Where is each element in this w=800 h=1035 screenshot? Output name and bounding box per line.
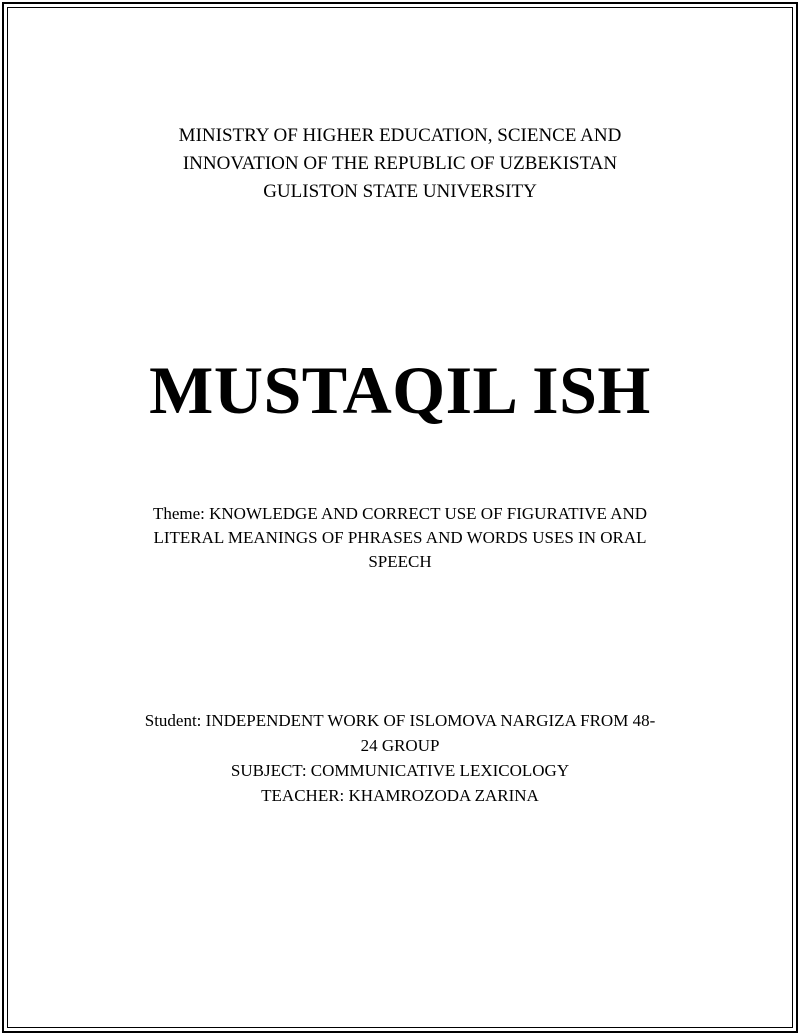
ministry-line-1: MINISTRY OF HIGHER EDUCATION, SCIENCE AND <box>178 125 622 146</box>
theme-line-3: SPEECH <box>368 552 432 571</box>
subject-line: SUBJECT: COMMUNICATIVE LEXICOLOGY <box>230 761 570 780</box>
ministry-line-2: INNOVATION OF THE REPUBLIC OF UZBEKISTAN <box>182 153 618 174</box>
teacher-line: TEACHER: KHAMROZODA ZARINA <box>261 786 539 805</box>
theme-line-1: Theme: KNOWLEDGE AND CORRECT USE OF FIGURATIVE AND <box>152 504 648 523</box>
student-info-block <box>0 708 800 808</box>
theme-line-2: LITERAL MEANINGS OF PHRASES AND WORDS USES IN ORAL <box>153 528 647 547</box>
institution-header <box>0 122 800 206</box>
student-line-1: Student: INDEPENDENT WORK OF ISLOMOVA NARGIZA FROM 48- <box>144 711 656 730</box>
university-name: GULISTON STATE UNIVERSITY <box>263 181 537 202</box>
student-line-2: 24 GROUP <box>360 736 440 755</box>
document-title: MUSTAQIL ISH <box>149 352 651 428</box>
theme-block <box>0 502 800 574</box>
